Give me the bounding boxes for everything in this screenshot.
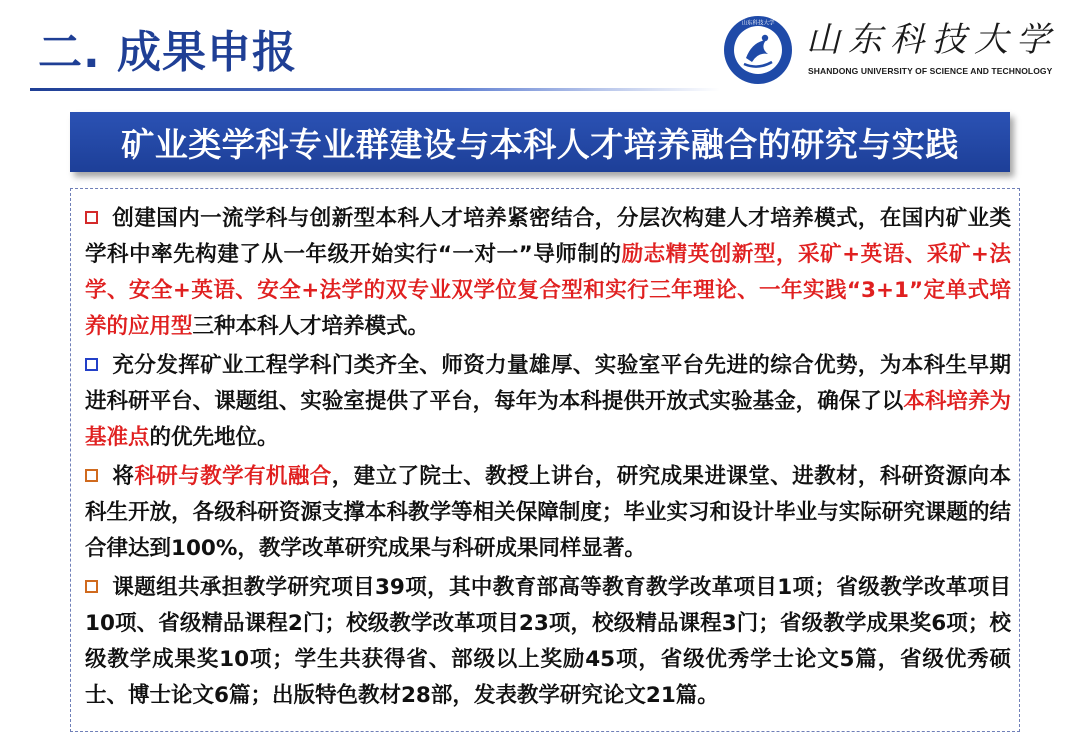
bullet-3-highlight: 科研与教学有机融合 — [134, 464, 332, 489]
university-seal-icon — [722, 14, 794, 86]
bullet-item-3 — [85, 459, 1011, 567]
university-name-en: SHANDONG UNIVERSITY OF SCIENCE AND TECHNOLOGY — [808, 66, 1053, 76]
orange-square-icon — [85, 469, 98, 482]
orange-square-icon — [85, 580, 98, 593]
bullet-1-highlight: 励志精英创新型，采矿+英语、采矿+法学、安全+英语、安全+法学的双专业双学位复合型和实行三年理论、一年实践“3+1”定单式培养的应用型 — [85, 242, 1012, 339]
blue-square-icon — [85, 358, 98, 371]
bullet-2-highlight: 本科培养为基准点 — [85, 389, 1011, 450]
bullet-3-text-a: 将 — [112, 464, 135, 489]
bullet-1-text-a: 创建国内一流学科与创新型本科人才培养紧密结合，分层次构建人才培养模式，在国内矿业类学科中率先构建了从一年级开始实行“一对一”导师制的 — [85, 206, 1011, 267]
university-logo — [722, 14, 1062, 86]
slide-header — [0, 0, 1080, 100]
bullet-3-text-b: ，建立了院士、教授上讲台，研究成果进课堂、进教材，科研资源向本科生开放，各级科研资源支撑本科教学等相关保障制度；毕业实习和设计毕业与实际研究课题的结合律达到100%，教学改革研究成果与科研成果同样显著。 — [85, 464, 1011, 561]
bullet-item-1 — [85, 201, 1011, 345]
bullet-1-text-b: 三种本科人才培养模式。 — [192, 314, 430, 339]
seal-text: 山东科技大学 — [741, 20, 775, 27]
bullet-item-2 — [85, 348, 1011, 456]
red-square-icon — [85, 211, 98, 224]
section-title: 二. 成果申报 — [38, 27, 298, 78]
topic-banner — [70, 112, 1010, 172]
bullet-4-text: 课题组共承担教学研究项目39项，其中教育部高等教育教学改革项目1项；省级教学改革项目10项、省级精品课程2门；校级教学改革项目23项，校级精品课程3门；省级教学成果奖6项；校级教学成果奖10项；学生共获得省、部级以上奖励45项，省级优秀学士论文5篇，省级优秀硕士、博士论文6篇；出版特色教材28部，发表教学研究论文21篇。 — [85, 575, 1011, 708]
university-name-cn: 山东科技大学 — [806, 20, 1058, 60]
bullet-item-4 — [85, 570, 1011, 714]
bullet-2-text-b: 的优先地位。 — [149, 425, 279, 450]
header-divider — [30, 88, 720, 91]
content-box — [70, 188, 1020, 732]
banner-title: 矿业类学科专业群建设与本科人才培养融合的研究与实践 — [121, 124, 959, 164]
bullet-2-text-a: 充分发挥矿业工程学科门类齐全、师资力量雄厚、实验室平台先进的综合优势，为本科生早期进科研平台、课题组、实验室提供了平台，每年为本科提供开放式实验基金，确保了以 — [85, 353, 1011, 414]
bullet-list — [85, 201, 1011, 717]
